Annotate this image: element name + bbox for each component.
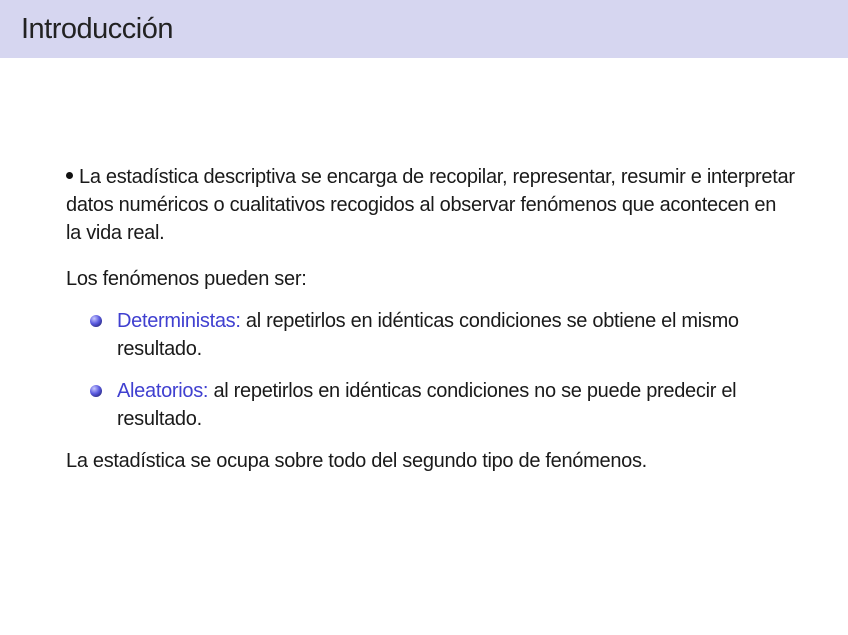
list-item-text: al repetirlos en idénticas condiciones se obtiene el mismo resultado.	[117, 310, 739, 360]
bullet-dot-icon	[66, 172, 73, 179]
paragraph-intro	[66, 163, 796, 247]
list-item	[66, 377, 796, 433]
paragraph-phenomena-lead: Los fenómenos pueden ser:	[66, 268, 307, 290]
paragraph-intro-text: La estadística descriptiva se encarga de recopilar, representar, resumir e interpretar datos numéricos o cualitativos recogidos al observar fenómenos que acontecen en la vida real.	[66, 166, 795, 244]
ball-bullet-icon	[90, 315, 102, 327]
ball-bullet-icon	[90, 385, 102, 397]
list-item-term: Deterministas:	[117, 310, 241, 332]
list-item-term: Aleatorios:	[117, 380, 209, 402]
frame-title: Introducción	[21, 13, 173, 45]
list-item	[66, 307, 796, 363]
phenomena-list	[66, 307, 796, 433]
title-bar	[0, 0, 848, 58]
paragraph-conclusion: La estadística se ocupa sobre todo del segundo tipo de fenómenos.	[66, 450, 647, 472]
slide-content	[66, 163, 796, 475]
list-item-text: al repetirlos en idénticas condiciones no se puede predecir el resultado.	[117, 380, 737, 430]
